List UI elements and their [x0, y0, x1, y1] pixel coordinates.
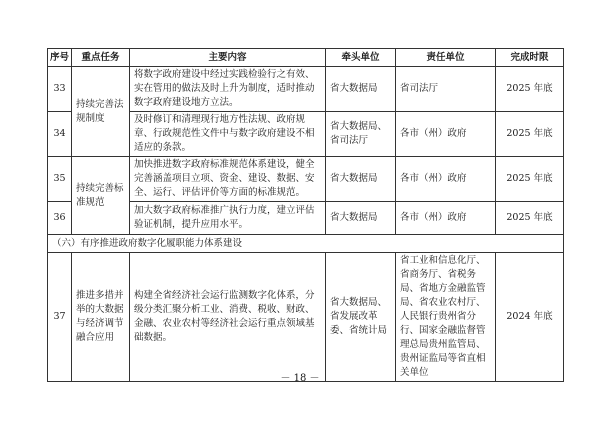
deadline-cell: 2025 年底 [496, 202, 564, 235]
table-row [48, 253, 564, 382]
task-cell: 推进多措并举的大数据与经济调节融合应用 [72, 253, 130, 382]
header-deadline: 完成时限 [496, 49, 564, 67]
responsible-cell: 各市（州）政府 [396, 157, 496, 202]
content-cell: 及时修订和清理现行地方性法规、政府规章、行政规范性文件中与数字政府建设不相适应的条款。 [130, 112, 326, 157]
responsible-cell: 省司法厅 [396, 67, 496, 112]
row-number: 34 [48, 112, 72, 157]
task-cell: 持续完善标准规范 [72, 157, 130, 235]
lead-cell: 省大数据局 [326, 67, 396, 112]
section-title: （六）有序推进政府数字化履职能力体系建设 [48, 235, 564, 253]
section-row [48, 235, 564, 253]
header-resp: 责任单位 [396, 49, 496, 67]
row-number: 36 [48, 202, 72, 235]
content-cell: 将数字政府建设中经过实践检验行之有效、实在管用的做法及时上升为制度，适时推动数字政府建设地方立法。 [130, 67, 326, 112]
deadline-cell: 2025 年底 [496, 112, 564, 157]
row-number: 35 [48, 157, 72, 202]
deadline-cell: 2025 年底 [496, 67, 564, 112]
task-cell: 持续完善法规制度 [72, 67, 130, 157]
responsible-cell: 各市（州）政府 [396, 202, 496, 235]
lead-cell: 省大数据局 [326, 157, 396, 202]
responsible-cell: 各市（州）政府 [396, 112, 496, 157]
row-number: 33 [48, 67, 72, 112]
page-number: － 18 － [280, 373, 320, 384]
responsible-cell: 省工业和信息化厅、省商务厅、省税务局、省地方金融监管局、省农业农村厅、人民银行贵州省分行、国家金融监督管理总局贵州监管局、贵州证监局等省直相关单位 [396, 253, 496, 382]
deadline-cell: 2025 年底 [496, 157, 564, 202]
table-row [48, 67, 564, 112]
header-content: 主要内容 [130, 49, 326, 67]
header-task: 重点任务 [72, 49, 130, 67]
task-table [47, 48, 564, 382]
content-cell: 加大数字政府标准推广执行力度，建立评估验证机制，提升应用水平。 [130, 202, 326, 235]
table-header-row [48, 49, 564, 67]
header-no: 序号 [48, 49, 72, 67]
lead-cell: 省大数据局 [326, 202, 396, 235]
lead-cell: 省大数据局、省发展改革委、省统计局 [326, 253, 396, 382]
content-cell: 构建全省经济社会运行监测数字化体系，分级分类汇聚分析工业、消费、税收、财政、金融、农业农村等经济社会运行重点领域基础数据。 [130, 253, 326, 382]
content-cell: 加快推进数字政府标准规范体系建设，健全完善涵盖项目立项、资金、建设、数据、安全、运行、评估评价等方面的标准规范。 [130, 157, 326, 202]
table-row [48, 157, 564, 202]
row-number: 37 [48, 253, 72, 382]
deadline-cell: 2024 年底 [496, 253, 564, 382]
lead-cell: 省大数据局、省司法厅 [326, 112, 396, 157]
header-lead: 牵头单位 [326, 49, 396, 67]
